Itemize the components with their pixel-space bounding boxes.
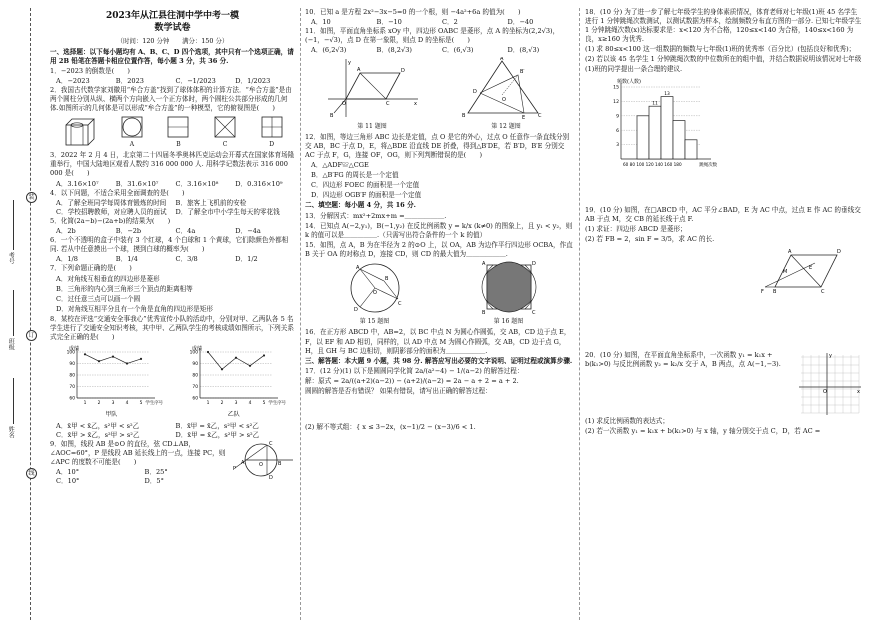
figure-11: [324, 57, 420, 130]
parallelogram-rhombus-figure: [761, 245, 851, 295]
question-16[interactable]: 16．在正方形 ABCD 中，AB=2，以 BC 中点 N 为圆心作圆弧，交 AB，CD 边于点 E，F，以 EF 和 AD 相切，同样的，以 AD 中点 M 为圆心作圆弧，交 AB，CD 边于点 G，H，且 GH 与 BC 边相切，则阴影部分的面积为＿＿＿＿＿＿.: [305, 328, 571, 355]
svg-text:B′: B′: [520, 69, 525, 76]
y-tick-label: 100: [66, 350, 76, 356]
square-arcs-shaded-figure: [479, 261, 539, 315]
answer-space[interactable]: [585, 176, 863, 206]
x-tick-label: 5: [139, 401, 143, 407]
svg-text:A: A: [788, 249, 792, 256]
data-point: [207, 351, 209, 353]
column-divider: [579, 8, 580, 620]
svg-text:P: P: [233, 465, 237, 472]
svg-text:C: C: [386, 101, 390, 108]
option[interactable]: C．10°: [56, 477, 80, 486]
svg-text:B: B: [330, 113, 334, 120]
svg-text:E: E: [809, 265, 813, 272]
figure-16: [479, 261, 539, 326]
question-17: 17．(12 分)(1) 以下是圆圆同学化简 2a/(a²−4) − 1/(a−2) 的解答过程：: [305, 366, 524, 375]
question-17-part-2: (2) 解不等式组：{ x ≤ 3−2x，(x−1)/2 − (x−3)/6 < 1.: [305, 423, 476, 432]
question-14[interactable]: 14．已知点 A(−2,y₁)，B(−1,y₂) 在反比例函数 y = k/x (k≠0) 的图象上，且 y₁ < y₂，则 k 的值可以是＿＿＿＿＿.（只需写出符合条件的一个 k 的值）: [305, 221, 573, 239]
option[interactable]: D．x̄甲 = x̄乙，s²甲 > s²乙: [175, 430, 260, 439]
question-11-options: [305, 46, 573, 55]
y-tick-label: 6: [616, 128, 619, 134]
circle-parallelogram-figure: [340, 261, 410, 315]
option[interactable]: A．(6,2√3): [311, 46, 347, 55]
svg-text:B: B: [481, 310, 485, 316]
option[interactable]: D．−40: [507, 18, 534, 27]
question-19-part-2: (2) 若 FB = 2，sin F = 3/5，求 AC 的长.: [585, 235, 715, 244]
question-2-figure: [50, 115, 295, 149]
exam-title: 2023年从江县往洞中学中考一模: [105, 11, 240, 21]
section-3-title: 三、解答题：本大题 9 小题，共 98 分. 解答应写出必要的文字说明、证明过程或演算步骤.: [305, 356, 573, 365]
question-17-ask: 圆圆的解答是否有错误？ 如果有错误，请写出正确的解答过程：: [305, 386, 492, 395]
questions-11-12-figures: [305, 57, 573, 130]
column-divider: [300, 8, 301, 620]
option[interactable]: A．−2023: [56, 76, 90, 85]
svg-text:O: O: [823, 389, 827, 396]
option[interactable]: D．−4a: [235, 227, 261, 236]
x-tick-label: 2: [220, 401, 224, 407]
svg-text:A: A: [357, 67, 361, 74]
binding-strip: [0, 0, 42, 628]
binding-mark-1: 装: [26, 192, 37, 203]
question-8: 8．某校在评选“交通安全事我心”优秀宣传小队的活动中，分别对甲、乙两队各 5 名学生进行了交通安全知识考核，其中甲、乙两队学生的考核成绩如图所示，下列关系式完全正确的是( ): [50, 314, 294, 342]
question-15[interactable]: 15．如图，点 A，B 为在半径为 2 的⊙O 上，以 OA，AB 为边作平行四边形 OCBA，作直 B 关于 OA 的对称点 D，连接 CD，则 CD 的最大值为＿＿＿＿＿＿.: [305, 240, 573, 258]
question-6: 6．一个不透明的盒子中装有 3 个红球，4 个白球和 1 个黄球，它们除颜色外都相同. 若从中任意摸出一个球，摸到白球的概率为( ): [50, 236, 289, 254]
svg-text:C: C: [269, 440, 273, 447]
x-tick-label: 1: [206, 401, 210, 407]
data-point: [263, 355, 265, 357]
svg-text:O: O: [342, 101, 346, 108]
svg-text:D: D: [837, 249, 841, 256]
question-7: 7．下列命题正确的是( ): [50, 264, 132, 273]
option[interactable]: C．x̄甲 > x̄乙，s²甲 > s²乙: [56, 430, 140, 439]
option[interactable]: D．1/2023: [235, 76, 271, 85]
x-axis-label: 学生序号: [145, 401, 164, 407]
x-tick-label: 4: [248, 401, 252, 407]
question-18-text: [585, 8, 863, 75]
chart-title: 成绩: [69, 346, 80, 353]
column-2: [305, 8, 573, 620]
svg-text:D: D: [531, 261, 536, 268]
svg-text:O: O: [259, 461, 263, 468]
question-19-parts-and-figure: [585, 225, 863, 245]
svg-text:D: D: [473, 89, 477, 96]
option[interactable]: B．x̄甲 = x̄乙，s²甲 < s²乙: [175, 421, 259, 430]
histogram-bar: [673, 120, 685, 158]
y-tick-label: 12: [613, 99, 619, 105]
option[interactable]: C．3/8: [175, 255, 198, 264]
option[interactable]: C．−1/2023: [175, 76, 216, 85]
figure-12: [458, 57, 554, 130]
team-b-label: 乙队: [227, 411, 240, 419]
team-b-score-chart: [180, 344, 288, 408]
question-9: 9．如图，线段 AB 是⊙O 的直径，弦 CD⊥AB，∠AOC=60°，P 是线段 AB 延长线上的一点，连接 PC，则∠APC 的度数不可能是( ): [50, 439, 226, 466]
question-18-part-2: (2) 若以该 45 名学生 1 分钟跳绳次数的中位数所在的组中值，并结合数据说明该情况对七年级(1)班的同学提出一条合理的建议.: [585, 55, 862, 73]
svg-text:C: C: [531, 310, 535, 316]
x-tick-label: 2: [97, 401, 101, 407]
option[interactable]: A．3.16×10⁷: [56, 179, 99, 188]
question-20-block: [585, 351, 863, 417]
question-17-solution: 解：原式 = 2a/((a+2)(a−2)) − (a+2)/(a−2) = 2a − a + 2 = a + 2.: [305, 376, 519, 385]
x-axis-label: 学生序号: [268, 401, 286, 407]
exam-number-blank[interactable]: [13, 200, 14, 250]
question-10-options: [305, 18, 573, 27]
svg-text:D: D: [353, 307, 358, 314]
svg-text:y: y: [829, 353, 832, 360]
team-a-label: 甲队: [105, 411, 118, 419]
jump-rope-histogram: [599, 77, 729, 173]
questions-15-16-figures: [305, 261, 573, 326]
question-3: 3．2022 年 2 月 4 日，北京第二十四届冬季奥林匹克运动会开幕式在国家体育场隆重举行，中国大陆地区观看人数约 316 000 000 人. 用科学记数法表示 316 000 000 是( ): [50, 151, 295, 178]
option[interactable]: C．3.16×10⁸: [175, 179, 219, 188]
exam-subtitle: 数学试卷: [154, 23, 191, 34]
option[interactable]: B．1/4: [115, 255, 138, 264]
question-10: 10．已知 a 是方程 2x²−3x−5=0 的一个根，则 −4a²+6a 的值为( ): [305, 8, 521, 16]
question-9-text-block: [50, 440, 233, 486]
option-a-figure[interactable]: [121, 116, 143, 149]
question-18-block: [585, 8, 863, 75]
data-point: [98, 360, 100, 362]
option[interactable]: B．31.6×10⁷: [115, 179, 159, 188]
series-line: [208, 352, 264, 369]
question-13[interactable]: 13．分解因式：mx²+2mx+m =＿＿＿＿＿＿.: [305, 211, 447, 220]
y-axis-label: 频数(人数): [617, 78, 641, 85]
option[interactable]: C．(6,√3): [442, 46, 474, 55]
histogram-bar: [661, 96, 673, 158]
option[interactable]: B．−10: [376, 18, 402, 27]
figure-11-caption: 第 11 题图: [357, 122, 387, 130]
y-tick-label: 100: [189, 350, 198, 356]
svg-text:x: x: [857, 389, 860, 396]
binding-mark-3: 线: [26, 468, 37, 479]
column-3: [585, 8, 863, 620]
svg-text:D: D: [401, 68, 405, 75]
name-label: 姓名: [7, 426, 15, 438]
answer-space[interactable]: [585, 295, 863, 351]
option-b-figure[interactable]: [167, 116, 189, 149]
option[interactable]: B．25°: [144, 468, 168, 476]
square-with-diagonals-icon: [214, 116, 236, 138]
option[interactable]: D．了解全市中小学生每天的零花钱: [175, 207, 280, 216]
y-tick-label: 90: [192, 362, 198, 368]
figure-16-caption: 第 16 题图: [493, 318, 524, 326]
square-with-cross-icon: [261, 116, 283, 138]
y-tick-label: 60: [69, 396, 76, 402]
x-axis-label: 跳绳次数: [699, 162, 717, 168]
y-tick-label: 15: [613, 85, 619, 91]
question-19-block: [585, 206, 863, 295]
question-19-figure-wrap: [585, 245, 863, 295]
name-blank[interactable]: [13, 378, 14, 424]
question-18-part-1: (1) 求 80≤x<100 这一组数据的频数与七年级(1)班的优秀率（百分比）(包括良好和优秀)；: [585, 45, 856, 54]
question-2: 2．我国古代数学家刘徽用“牟合方盖”找到了球体体积的计算方法．“牟合方盖”是由两个圆柱分别从纵、横两个方向嵌入一个正方体时，两个圆柱公共部分形成的几何体.如图所示的几何体是可以形成“牟合方盖”的一种模型，它的俯视图是( ): [50, 86, 292, 113]
svg-text:O: O: [502, 97, 506, 104]
circle-in-square-icon: [121, 116, 143, 138]
option[interactable]: B．旅客上飞机前的安检: [175, 198, 247, 207]
option-c-figure[interactable]: [214, 116, 236, 149]
y-tick-label: 90: [69, 362, 76, 368]
question-19: 19．(10 分) 如图，在□ABCD 中，AC 平分∠BAD，E 为 AC 中点，过点 E 作 AC 的垂线交 AB 于点 M，交 CB 的延长线于点 F.: [585, 205, 861, 223]
binding-dashed-line: [30, 8, 31, 620]
figure-15-caption: 第 15 题图: [359, 318, 390, 326]
svg-text:C: C: [821, 289, 825, 296]
bar-value-label: 11: [652, 101, 658, 107]
svg-text:O: O: [372, 290, 377, 297]
option[interactable]: C．四边形 FOEC 的面积是一个定值: [311, 181, 420, 190]
svg-text:x: x: [414, 101, 417, 108]
option[interactable]: D．0.316×10⁹: [235, 179, 283, 188]
data-point: [221, 368, 223, 370]
question-5: 5．化简(2a−b)−(2a+b)的结果为( ): [50, 216, 171, 225]
x-tick-label: 4: [125, 401, 129, 407]
svg-text:M: M: [783, 269, 788, 276]
option[interactable]: A．对角线互相垂直的四边形是菱形: [56, 274, 160, 283]
team-a-chart: [57, 344, 165, 419]
option[interactable]: B．2023: [115, 76, 144, 85]
option[interactable]: C．4a: [175, 227, 196, 236]
question-4: 4．以下问题，不适合采用全面调查的是( ): [50, 188, 185, 197]
figure-15: [340, 261, 410, 326]
question-1: 1．−2023 的倒数是( ): [50, 66, 130, 75]
team-a-score-chart: [57, 344, 165, 408]
svg-text:E: E: [522, 115, 526, 120]
y-tick-label: 60: [192, 396, 198, 402]
circle-diameter-figure: [233, 440, 295, 480]
y-tick-label: 80: [192, 373, 198, 379]
option[interactable]: C．过任意三点可以画一个圆: [56, 294, 141, 303]
option[interactable]: A．了解全班同学每周体育锻炼的时间: [56, 198, 167, 207]
y-tick-label: 80: [69, 373, 76, 379]
rhombus-coordinate-figure: [324, 57, 420, 119]
option[interactable]: D．1/2: [235, 255, 258, 264]
team-b-chart: [180, 344, 288, 419]
option[interactable]: D．(8,√3): [507, 46, 540, 55]
y-tick-label: 70: [69, 385, 76, 391]
option[interactable]: A．△ADF≌△CGE: [311, 161, 369, 170]
svg-text:C: C: [538, 113, 542, 120]
option[interactable]: A．2b: [56, 227, 76, 236]
data-point: [84, 353, 86, 355]
question-8-charts: [50, 344, 295, 419]
question-4-options-row1: [50, 199, 295, 208]
class-label: 班级: [7, 338, 15, 350]
option-label: D: [269, 141, 275, 149]
question-9-options-row2: [50, 477, 233, 486]
question-8-options-row1: [50, 422, 295, 431]
mouhe-fanggai-model-figure: [62, 115, 96, 149]
equilateral-triangle-fold-figure: [458, 57, 554, 119]
data-point: [112, 356, 114, 358]
x-tick-label: 3: [111, 401, 115, 407]
question-9-block: [50, 440, 295, 486]
option[interactable]: A．1/8: [56, 255, 78, 264]
option[interactable]: A．10: [311, 18, 331, 27]
section-1-title: 一、选择题：以下每小题均有 A、B、C、D 四个选项，其中只有一个选项正确，请用 2B 铅笔在答题卡相应位置作答，每小题 3 分，共 36 分.: [50, 47, 294, 65]
option-label: A: [129, 141, 135, 149]
histogram-bar: [685, 139, 697, 158]
svg-text:A: A: [500, 57, 504, 63]
x-tick-label: 1: [83, 401, 87, 407]
option[interactable]: B．−2b: [115, 227, 142, 236]
figure-12-caption: 第 12 题图: [491, 122, 521, 130]
binding-mark-2: 订: [26, 330, 37, 341]
data-point: [126, 363, 128, 365]
coordinate-grid-figure: [797, 351, 863, 417]
svg-text:A: A: [355, 265, 359, 272]
option[interactable]: B．(8,2√3): [376, 46, 412, 55]
option[interactable]: C．学校招聘教师，对应聘人员的面试: [56, 207, 167, 216]
y-tick-label: 3: [616, 142, 619, 148]
bar-value-label: 13: [664, 91, 670, 97]
question-1-options: [50, 77, 295, 86]
question-5-options: [50, 227, 295, 236]
option-label: C: [222, 141, 228, 149]
question-18: 18．(10 分) 为了进一步了解七年级学生的身体素质情况，体育老师对七年级(1)班 45 名学生进行 1 分钟跳绳次数测试，以测试数据为样本，绘制频数分布直方图的一部分. 已知七年级学生 1 分钟跳绳次数(x)达标要求是：x<120 为不合格，120≤x<140 为合格，140≤x<160 为良，x≥160 为优秀.: [585, 8, 862, 44]
question-19-part-1: (1) 求证：四边形 ABCD 是菱形；: [585, 224, 687, 233]
svg-text:B: B: [462, 113, 466, 120]
svg-text:D: D: [269, 474, 273, 480]
svg-text:A: A: [481, 261, 485, 268]
svg-text:y: y: [348, 60, 351, 67]
option[interactable]: B．三角形的内心到三角形三个顶点的距离相等: [56, 284, 193, 293]
option-label: B: [176, 141, 181, 149]
x-tick-label: 3: [234, 401, 238, 407]
option[interactable]: C．2: [442, 18, 458, 27]
y-tick-label: 9: [616, 114, 619, 120]
svg-text:B: B: [384, 276, 388, 283]
y-tick-label: 70: [192, 385, 198, 391]
option[interactable]: B．△B′FG 的周长是一个定值: [311, 171, 399, 180]
question-8-options-row2: [50, 431, 295, 440]
svg-text:B: B: [278, 460, 282, 467]
histogram-bar: [649, 106, 661, 159]
data-point: [235, 357, 237, 359]
svg-text:B: B: [773, 289, 777, 296]
histogram-figure: [599, 77, 863, 176]
chart-title: 成绩: [191, 346, 202, 353]
x-tick-labels: 60 80 100 120 140 160 180: [623, 161, 682, 167]
question-19-parts: [585, 225, 863, 245]
svg-text:A: A: [241, 459, 245, 466]
question-3-options: [50, 180, 295, 189]
class-blank[interactable]: [13, 290, 14, 336]
option[interactable]: D．5°: [144, 477, 164, 486]
question-11: 11．如图，平面直角坐标系 xOy 中，四边形 OABC 是菱形，点 A 的坐标为(2,2√3)，(−1，−√3)，点 D 在第一象限，则点 D 的坐标是( ): [305, 27, 560, 45]
svg-text:C: C: [397, 301, 401, 308]
data-point: [249, 365, 251, 367]
x-tick-label: 5: [262, 401, 266, 407]
section-2-title: 二、填空题：每小题 4 分，共 16 分.: [305, 201, 416, 210]
svg-text:F: F: [761, 289, 764, 296]
option[interactable]: A．x̄甲 < x̄乙，s²甲 < s²乙: [56, 421, 140, 430]
question-9-options-row1: [50, 468, 233, 477]
data-point: [140, 358, 142, 360]
question-4-options-row2: [50, 208, 295, 217]
question-20-text: [585, 351, 797, 417]
square-icon: [167, 116, 189, 138]
option-d-figure[interactable]: [261, 116, 283, 149]
column-1: [50, 8, 295, 620]
question-12: 12．如图，等边三角形 ABC 边长是定值，点 O 是它的外心，过点 O 任意作一条直线分别交 AB，BC 于点 D，E，将△BDE 沿直线 DE 折叠，得到△B′DE，若 B′D，B′E 分别交 AC 于点 F，G，连接 OF，OG，则下列判断错误的是( ): [305, 132, 570, 160]
exam-number-label: 考号: [7, 252, 15, 264]
histogram-bar: [637, 115, 649, 158]
exam-meta: （时间：120 分钟 满分：150 分）: [116, 36, 229, 45]
question-20-part-2: (2) 若一次函数 y₁ = k₁x + b(k₁>0) 与 x 轴，y 轴分别交于点 C，D，若 AC =: [585, 427, 821, 436]
option[interactable]: D．对角线互相平分且有一个角是直角的四边形是矩形: [56, 304, 213, 313]
option[interactable]: A．10°: [56, 468, 80, 476]
option[interactable]: D．四边形 OGB′F 的面积是一个定值: [311, 191, 422, 200]
question-20-part-1: (1) 求反比例函数的表达式；: [585, 417, 669, 426]
answer-space[interactable]: [305, 397, 573, 423]
question-20: 20．(10 分) 如图，在平面直角坐标系中，一次函数 y₁ = k₁x + b(k₁>0) 与反比例函数 y₂ = k₂/x 交于 A，B 两点，点 A(−1,−3).: [585, 351, 781, 369]
